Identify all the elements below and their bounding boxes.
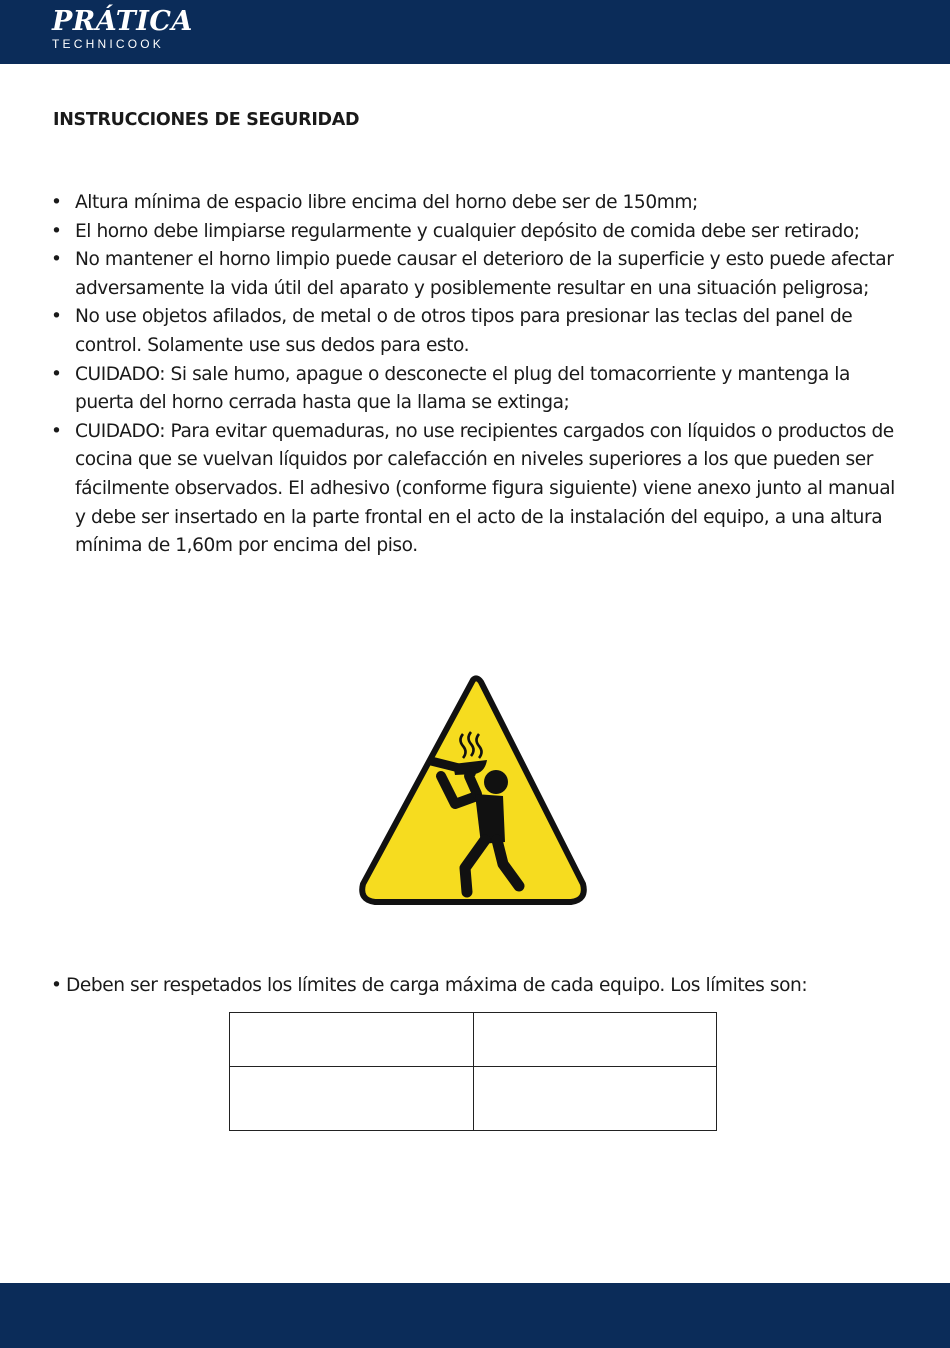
list-item: • El horno debe limpiarse regularmente y cualquier depósito de comida debe ser retirado; bbox=[50, 218, 910, 247]
list-item: • No use objetos afilados, de metal o de otros tipos para presionar las teclas del panel de control. Solamente use sus dedos para esto. bbox=[50, 303, 910, 360]
table-cell bbox=[230, 1013, 474, 1067]
section-title: INSTRUCCIONES DE SEGURIDAD bbox=[53, 110, 360, 130]
person-head bbox=[484, 770, 508, 794]
page-header bbox=[0, 0, 950, 64]
load-limits-table bbox=[229, 1012, 717, 1131]
load-limits-text: • Deben ser respetados los límites de carga máxima de cada equipo. Los límites son: bbox=[50, 972, 926, 1001]
page-footer bbox=[0, 1283, 950, 1348]
list-item: • Altura mínima de espacio libre encima del horno debe ser de 150mm; bbox=[50, 189, 910, 218]
list-item: • CUIDADO: Para evitar quemaduras, no use recipientes cargados con líquidos o productos de cocina que se vuelvan líquidos por calefacción en niveles superiores a los que pueden ser fácilmente observados. El adhesivo (conforme figura siguiente) viene anexo junto al manual y debe ser insertado en la parte frontal en el acto de la instalación del equipo, a una altura mínima de 1,60m por encima del piso. bbox=[50, 418, 910, 561]
safety-instructions-list bbox=[50, 189, 910, 561]
hot-content-warning-icon bbox=[357, 672, 589, 908]
logo-brand-name: PRÁTICA bbox=[52, 6, 193, 37]
logo-subtitle: TECHNICOOK bbox=[52, 37, 165, 51]
pratica-logo bbox=[52, 6, 193, 51]
list-item: • CUIDADO: Si sale humo, apague o desconecte el plug del tomacorriente y mantenga la puerta del horno cerrada hasta que la llama se extinga; bbox=[50, 361, 910, 418]
table-row bbox=[230, 1067, 717, 1131]
table-row bbox=[230, 1013, 717, 1067]
table-cell bbox=[473, 1067, 717, 1131]
table-cell bbox=[473, 1013, 717, 1067]
table-cell bbox=[230, 1067, 474, 1131]
list-item: • No mantener el horno limpio puede causar el deterioro de la superficie y esto puede afectar adversamente la vida útil del aparato y posiblemente resultar en una situación peligrosa; bbox=[50, 246, 910, 303]
